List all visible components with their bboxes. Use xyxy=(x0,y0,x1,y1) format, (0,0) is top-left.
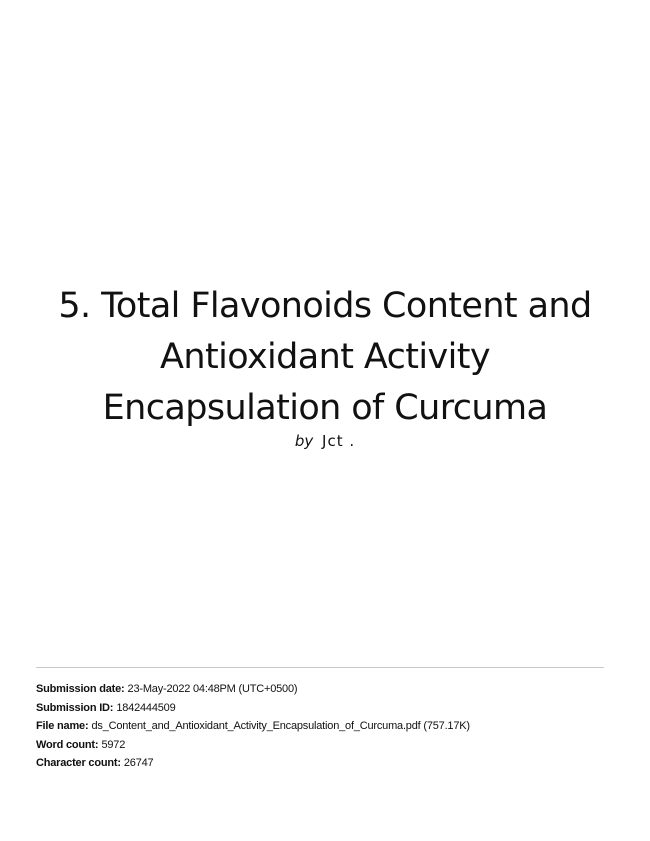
document-title xyxy=(20,281,630,434)
title-line: 5. Total Flavonoids Content and xyxy=(58,286,592,326)
character-count-row xyxy=(36,754,616,773)
author-name: Jct . xyxy=(322,432,356,450)
submission-id-row xyxy=(36,699,616,718)
author-byline xyxy=(0,430,650,452)
submission-info xyxy=(36,680,616,773)
file-name-label: File name: xyxy=(36,720,89,732)
submission-id-label: Submission ID: xyxy=(36,701,114,714)
title-line: Encapsulation of Curcuma xyxy=(102,388,548,428)
submission-date-row xyxy=(36,680,616,699)
file-name-row xyxy=(36,717,616,736)
submission-date-label: Submission date: xyxy=(36,683,125,695)
word-count-row xyxy=(36,736,616,755)
word-count-value: 5972 xyxy=(101,738,126,751)
file-name-value: ds_Content_and_Antioxidant_Activity_Encapsulation_of_Curcuma.pdf (757.17K) xyxy=(91,720,470,732)
character-count-label: Character count: xyxy=(36,757,121,769)
character-count-value: 26747 xyxy=(123,757,154,769)
divider xyxy=(36,667,604,668)
title-line: Antioxidant Activity xyxy=(160,337,490,377)
word-count-label: Word count: xyxy=(36,738,99,751)
byline-prefix: by xyxy=(294,432,314,450)
submission-date-value: 23-May-2022 04:48PM (UTC+0500) xyxy=(127,683,298,695)
submission-id-value: 1842444509 xyxy=(116,701,176,714)
